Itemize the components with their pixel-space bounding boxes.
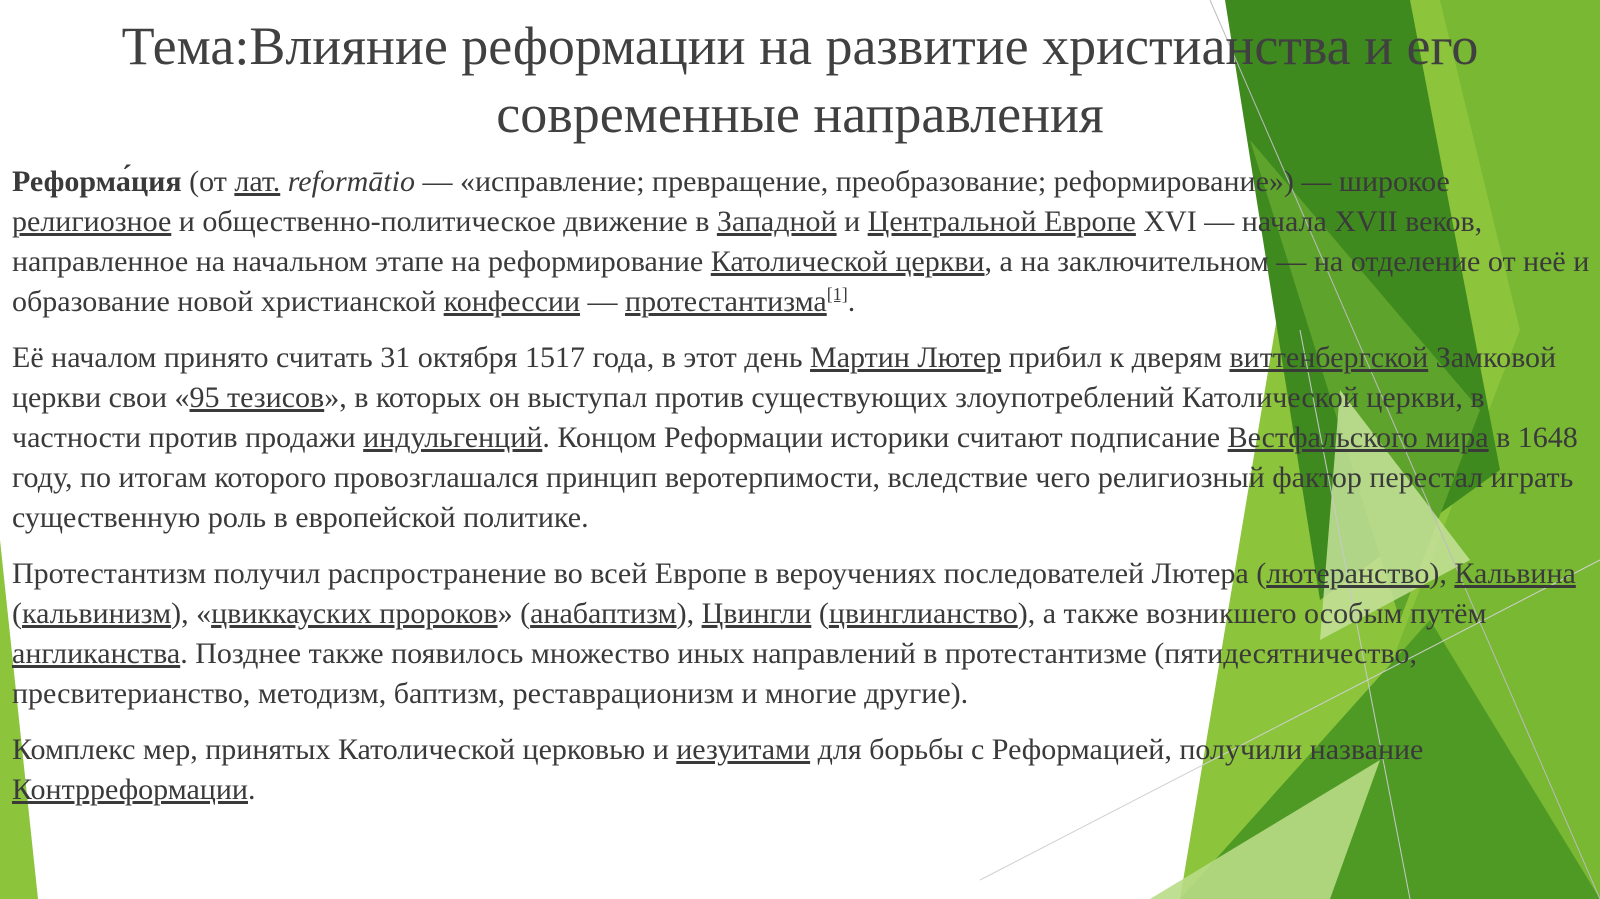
term-reformation: Реформа́ция	[12, 165, 182, 198]
link-calvinism[interactable]: кальвинизм	[22, 597, 172, 630]
link-martin-luther[interactable]: Мартин Лютер	[810, 341, 1002, 374]
paragraph-counter-reformation	[12, 730, 1592, 810]
link-confession[interactable]: конфессии	[443, 285, 581, 318]
link-lutheranism[interactable]: лютеранство	[1266, 557, 1430, 590]
slide-title	[40, 12, 1560, 148]
paragraph-reformation-definition	[12, 162, 1592, 322]
link-95-theses[interactable]: 95 тезисов	[189, 381, 325, 414]
text: Протестантизм получил распространение во всей Европе в вероучениях последователей Лютера (	[12, 557, 1267, 590]
text: и	[836, 205, 868, 238]
text: и общественно-политическое движение в	[171, 205, 717, 238]
slide-body	[12, 162, 1592, 826]
text: ),	[1429, 557, 1455, 590]
link-zwingli[interactable]: Цвингли	[701, 597, 812, 630]
text: . Концом Реформации историки считают подписание	[542, 421, 1228, 454]
link-zwickau-prophets[interactable]: цвиккауских пророков	[211, 597, 498, 630]
link-indulgences[interactable]: индульгенций	[363, 421, 543, 454]
link-protestantism[interactable]: протестантизма	[625, 285, 827, 318]
link-jesuits[interactable]: иезуитами	[676, 733, 811, 766]
text: в 1648 году, по итогам которого провозглашался принцип веротерпимости, вследствие чего религиозный фактор перестал играть существенную роль в европейской политике.	[12, 421, 1578, 534]
text: ), «	[171, 597, 212, 630]
link-western[interactable]: Западной	[716, 205, 837, 238]
text: .	[847, 285, 856, 318]
text: (от	[181, 165, 235, 198]
text: , а на заключительном — на отделение от неё и образование новой христианской	[12, 245, 1590, 318]
text: —	[580, 285, 626, 318]
text: . Позднее также появилось множество иных направлений в протестантизме (пятидесятничество, пресвитерианство, методизм, баптизм, реставрационизм и многие другие).	[12, 637, 1417, 710]
link-calvin[interactable]: Кальвина	[1454, 557, 1576, 590]
paragraph-reformation-history	[12, 338, 1592, 538]
text	[280, 165, 288, 198]
text: XVI — начала XVII веков, направленное на начальном этапе на реформирование	[12, 205, 1483, 278]
text: (	[12, 597, 22, 630]
link-catholic-church[interactable]: Католической церкви	[710, 245, 985, 278]
text: Комплекс мер, принятых Католической церковью и	[12, 733, 677, 766]
link-anabaptism[interactable]: анабаптизм	[530, 597, 677, 630]
text: Её началом принято считать 31 октября 1517 года, в этот день	[12, 341, 811, 374]
link-wittenberg[interactable]: виттенбергской	[1229, 341, 1429, 374]
text: для борьбы с Реформацией, получили название	[810, 733, 1424, 766]
link-counter-reformation[interactable]: Контрреформации	[12, 773, 248, 806]
link-religious[interactable]: религиозное	[12, 205, 172, 238]
text: ),	[676, 597, 702, 630]
title-line-2: современные направления	[496, 84, 1104, 144]
text: .	[247, 773, 256, 806]
text: ), а также возникшего особым путём	[1017, 597, 1487, 630]
text: », в которых он выступал против существующих злоупотреблений Католической церкви, в частности против продажи	[12, 381, 1485, 454]
link-zwinglianism[interactable]: цвинглианство	[828, 597, 1018, 630]
link-peace-of-westphalia[interactable]: Вестфальского мира	[1227, 421, 1489, 454]
title-line-1: Тема:Влияние реформации на развитие христианства и его	[121, 16, 1479, 76]
text: Замковой церкви свои «	[12, 341, 1557, 414]
link-latin[interactable]: лат.	[234, 165, 281, 198]
text: прибил к дверям	[1001, 341, 1230, 374]
text: (	[811, 597, 829, 630]
text: — «исправление; превращение, преобразование; реформирование») — широкое	[414, 165, 1450, 198]
text: » (	[497, 597, 531, 630]
link-anglicanism[interactable]: англиканства	[12, 637, 181, 670]
latin-word: reformātio	[287, 165, 415, 198]
paragraph-protestantism-spread	[12, 554, 1592, 714]
footnote-ref-1[interactable]: [1]	[826, 284, 848, 304]
link-central-europe[interactable]: Центральной Европе	[867, 205, 1136, 238]
